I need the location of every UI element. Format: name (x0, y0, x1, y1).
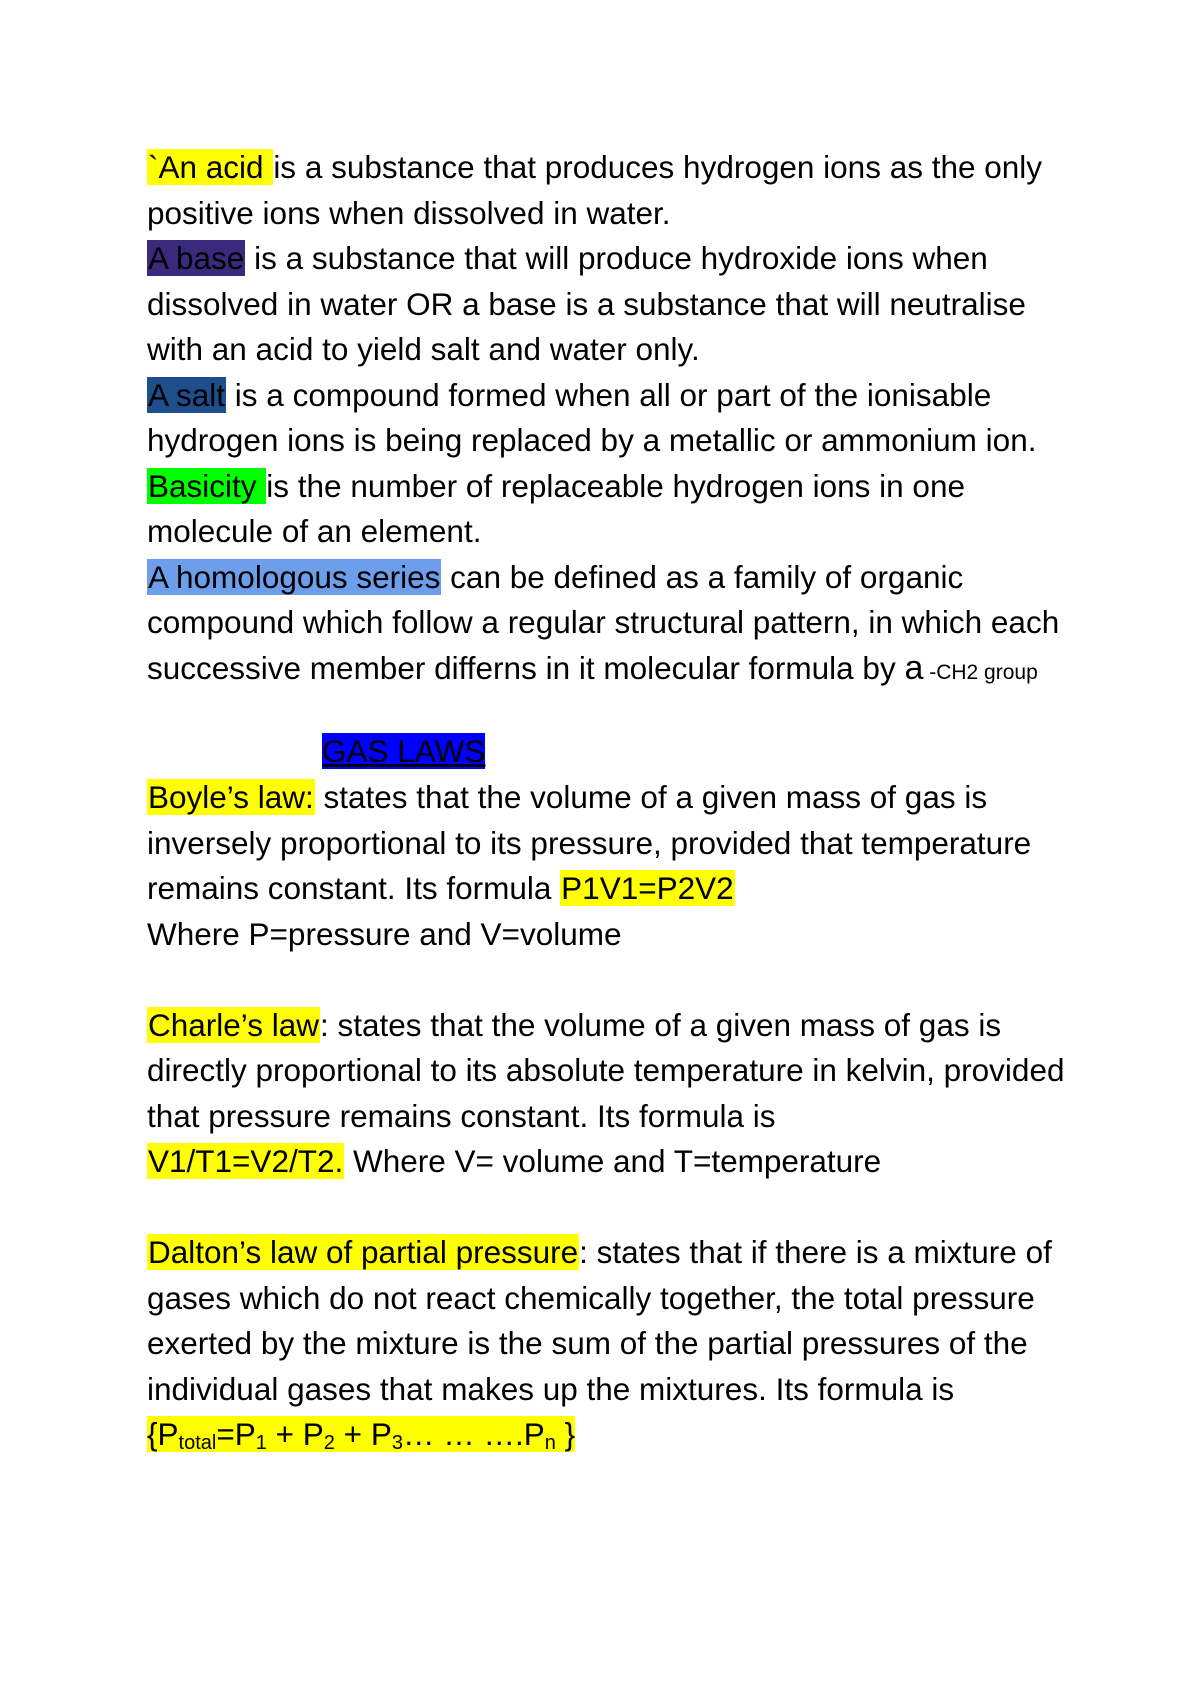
basicity-term: Basicity (148, 467, 266, 504)
dalton-formula-close: } (555, 1416, 576, 1452)
dalton-formula-2: 2 (323, 1432, 335, 1454)
base-text: is a substance that will produce hydroxide ions when dissolved in water OR a base is a substance that will neutralise with an acid to yield salt and water only. (147, 240, 1026, 367)
dalton-formula-total: total (178, 1432, 217, 1454)
blank-line (147, 1185, 1077, 1231)
gas-laws-heading (322, 729, 485, 774)
dalton-formula-1: 1 (255, 1432, 267, 1454)
salt-definition (147, 373, 1077, 464)
homologous-term: A homologous series (148, 558, 441, 595)
boyle-term: Boyle’s law: (148, 779, 314, 815)
boyle-text: states that the volume of a given mass of gas is inversely proportional to its pressure, provided that temperature remains constant. Its formula (147, 779, 1032, 906)
blank-line (147, 957, 1077, 1003)
charle-text: : states that the volume of a given mass of gas is directly proportional to its absolute temperature in kelvin, provided that pressure remains constant. Its formula is (147, 1006, 1065, 1134)
dalton-formula (147, 1416, 575, 1452)
homologous-definition (147, 555, 1077, 696)
dalton-formula-n: n (544, 1432, 556, 1454)
dalton-formula-dots: … … ….P (402, 1416, 545, 1452)
basicity-text: is the number of replaceable hydrogen ions in one molecule of an element. (147, 467, 965, 549)
gas-laws-heading-label: GAS LAWS (322, 733, 486, 769)
charle-formula: V1/T1=V2/T2. (148, 1143, 344, 1179)
dalton-formula-3: 3 (391, 1432, 403, 1454)
base-term: A base (148, 240, 245, 276)
dalton-formula-eq: =P (216, 1416, 256, 1452)
dalton-formula-open: {P (147, 1416, 179, 1452)
base-definition (147, 236, 1077, 373)
charle-after: Where V= volume and T=temperature (344, 1143, 882, 1179)
basicity-definition (147, 464, 1077, 555)
homologous-tail-a: a (904, 648, 924, 687)
salt-term: A salt (148, 376, 226, 413)
acid-text: is a substance that produces hydrogen ions as the only positive ions when dissolved in water. (147, 149, 1043, 231)
homologous-text: can be defined as a family of organic compound which follow a regular structural pattern, in which each successive member differns in it molecular formula by (147, 558, 1060, 686)
dalton-text: : states that if there is a mixture of gases which do not react chemically together, the total pressure exerted by the mixture is the sum of the partial pressures of the individual gases that makes up the mixtures. Its formula is (147, 1234, 1052, 1407)
dalton-term: Dalton’s law of partial pressure (148, 1234, 579, 1270)
charle-law (147, 1003, 1077, 1185)
boyle-formula: P1V1=P2V2 (561, 870, 734, 906)
charle-term: Charle’s law (148, 1006, 319, 1043)
acid-term: `An acid (148, 149, 273, 185)
dalton-formula-plus1: + P (266, 1416, 324, 1452)
boyle-after: Where P=pressure and V=volume (147, 915, 622, 952)
salt-text: is a compound formed when all or part of the ionisable hydrogen ions is being replaced by a metallic or ammonium ion. (147, 376, 1037, 458)
dalton-law (147, 1230, 1077, 1467)
boyle-law (147, 775, 1077, 957)
document-body (147, 145, 1077, 1467)
gas-laws-heading-line (147, 729, 1077, 775)
dalton-formula-plus2: + P (334, 1416, 392, 1452)
acid-definition (147, 145, 1077, 236)
homologous-tail-group: -CH2 group (923, 660, 1038, 684)
